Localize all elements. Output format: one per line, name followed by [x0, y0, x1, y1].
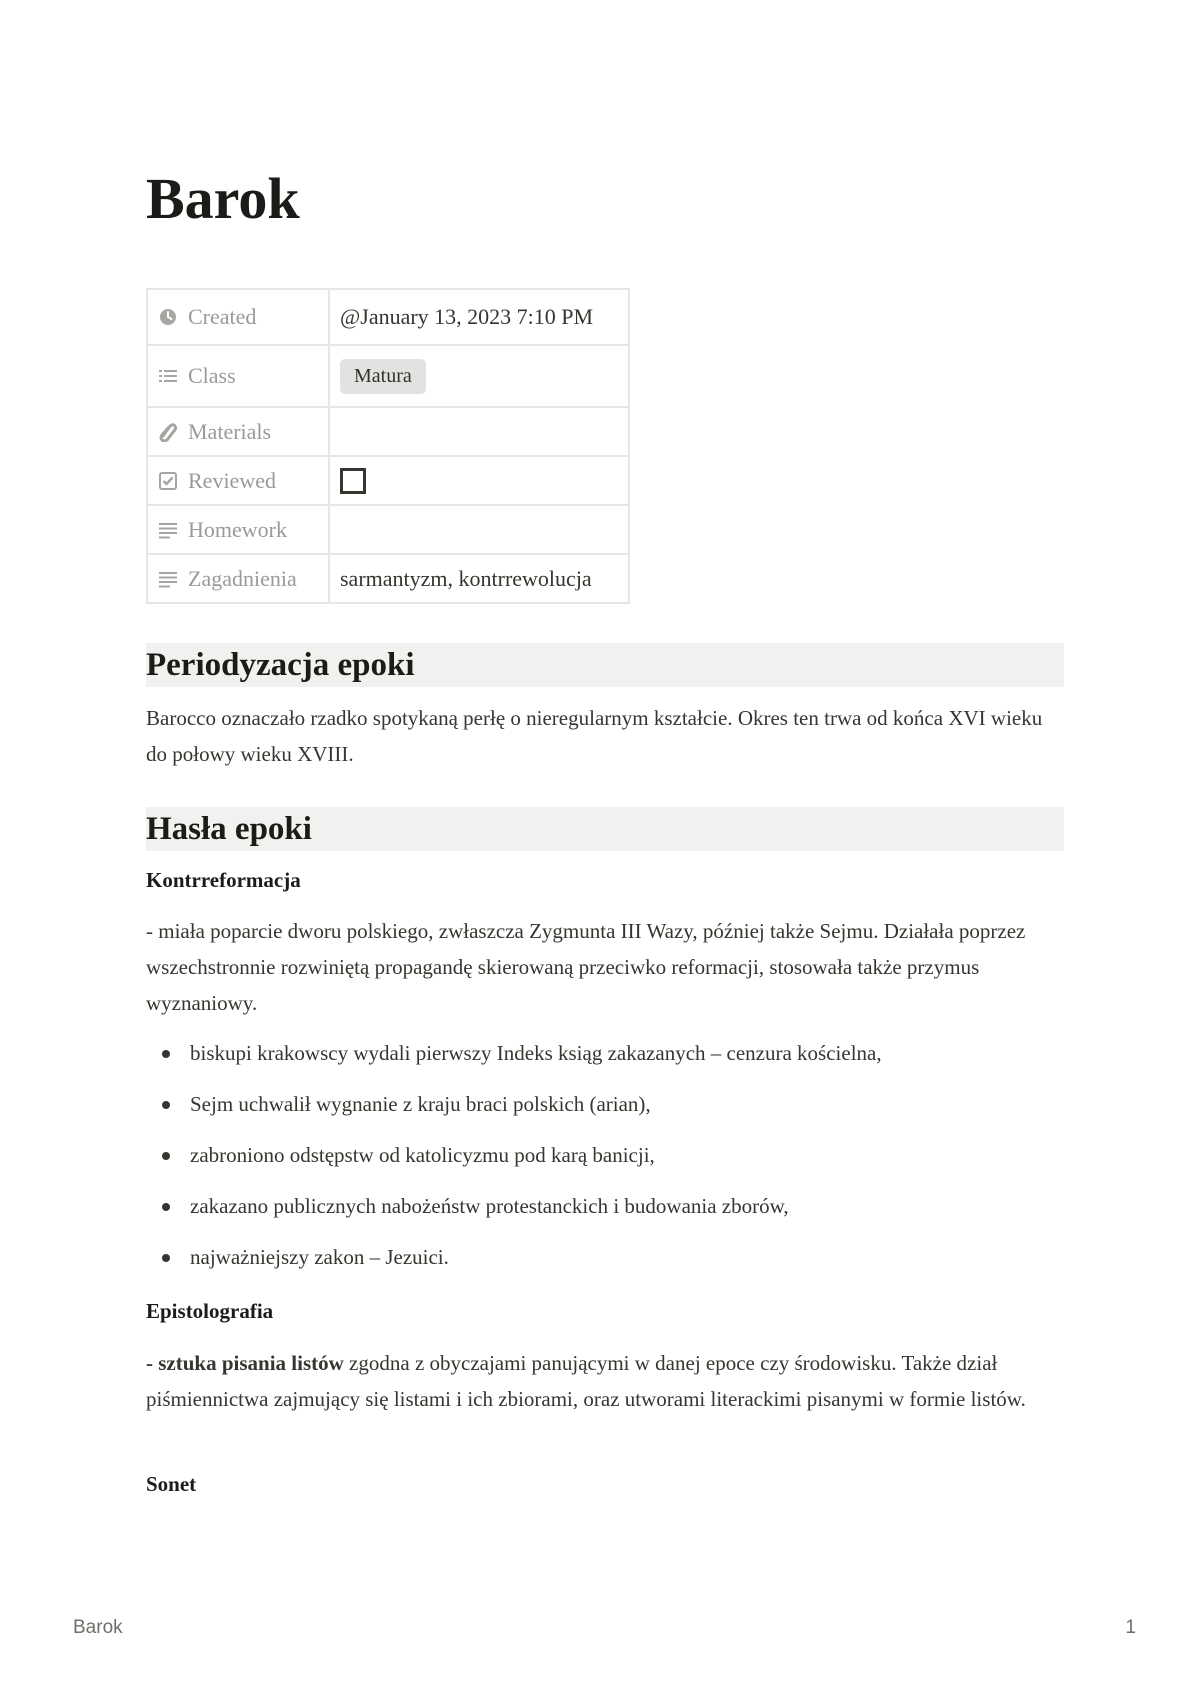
bullet-icon: [162, 1101, 170, 1109]
property-key: Reviewed: [147, 456, 329, 505]
checkbox-icon: [158, 471, 178, 491]
paragraph: Barocco oznaczało rzadko spotykaną perłę o nieregularnym kształcie. Okres ten trwa od końca XVI wieku do połowy wieku XVIII.: [146, 706, 1043, 766]
bullet-icon: [162, 1254, 170, 1262]
subheading: Kontrreformacja: [146, 868, 301, 892]
section-heading: Hasła epoki: [146, 807, 1064, 851]
materials-value[interactable]: [329, 407, 629, 456]
created-date-value: @January 13, 2023 7:10 PM: [329, 289, 629, 345]
properties-table: [146, 288, 630, 604]
reviewed-checkbox[interactable]: [340, 468, 366, 494]
list-item: biskupi krakowscy wydali pierwszy Indeks ksiąg zakazanych – cenzura kościelna,: [146, 1035, 1064, 1086]
property-key: Class: [147, 345, 329, 407]
zagadnienia-value[interactable]: sarmantyzm, kontrrewolucja: [329, 554, 629, 603]
property-row-zagadnienia: [147, 554, 629, 603]
subheading: Epistolografia: [146, 1299, 274, 1323]
paragraph: - sztuka pisania listów zgodna z obyczajami panującymi w danej epoce czy środowisku. Także dział piśmiennictwa zajmujący się listami i ich zbiorami, oraz utworami literackimi pisanymi w formie listów.: [146, 1351, 1026, 1411]
list-item: zabroniono odstępstw od katolicyzmu pod karą banicji,: [146, 1137, 1064, 1188]
bullet-icon: [162, 1203, 170, 1211]
class-tag[interactable]: Matura: [340, 359, 426, 394]
list-item: najważniejszy zakon – Jezuici.: [146, 1239, 1064, 1290]
property-key: Zagadnienia: [147, 554, 329, 603]
list-item: zakazano publicznych nabożeństw protestanckich i budowania zborów,: [146, 1188, 1064, 1239]
reviewed-value-cell: [329, 456, 629, 505]
page-number: 1: [1125, 1617, 1136, 1638]
property-row-homework: [147, 505, 629, 554]
property-key: Materials: [147, 407, 329, 456]
bullet-icon: [162, 1050, 170, 1058]
class-value-cell: [329, 345, 629, 407]
clock-icon: [158, 307, 178, 327]
property-row-class: [147, 345, 629, 407]
footer-title: Barok: [73, 1617, 123, 1638]
property-row-reviewed: [147, 456, 629, 505]
text-lines-icon: [158, 520, 178, 540]
bullet-icon: [162, 1152, 170, 1160]
subheading: Sonet: [146, 1472, 197, 1496]
property-key: Created: [147, 289, 329, 345]
list-item: Sejm uchwalił wygnanie z kraju braci polskich (arian),: [146, 1086, 1064, 1137]
paragraph: - miała poparcie dworu polskiego, zwłaszcza Zygmunta III Wazy, później także Sejmu. Działała poprzez wszechstronnie rozwiniętą propagandę skierowaną przeciwko reformacji, stosowała także przymus wyznaniowy.: [146, 919, 1026, 1015]
text-lines-icon: [158, 569, 178, 589]
bullet-list: [146, 1035, 1064, 1290]
property-key: Homework: [147, 505, 329, 554]
paperclip-icon: [158, 422, 178, 442]
bold-text: - sztuka pisania listów: [146, 1351, 344, 1375]
homework-value[interactable]: [329, 505, 629, 554]
page-title: Barok: [146, 166, 300, 231]
list-icon: [158, 366, 178, 386]
property-row-materials: [147, 407, 629, 456]
section-heading: Periodyzacja epoki: [146, 643, 1064, 687]
property-row-created: [147, 289, 629, 345]
